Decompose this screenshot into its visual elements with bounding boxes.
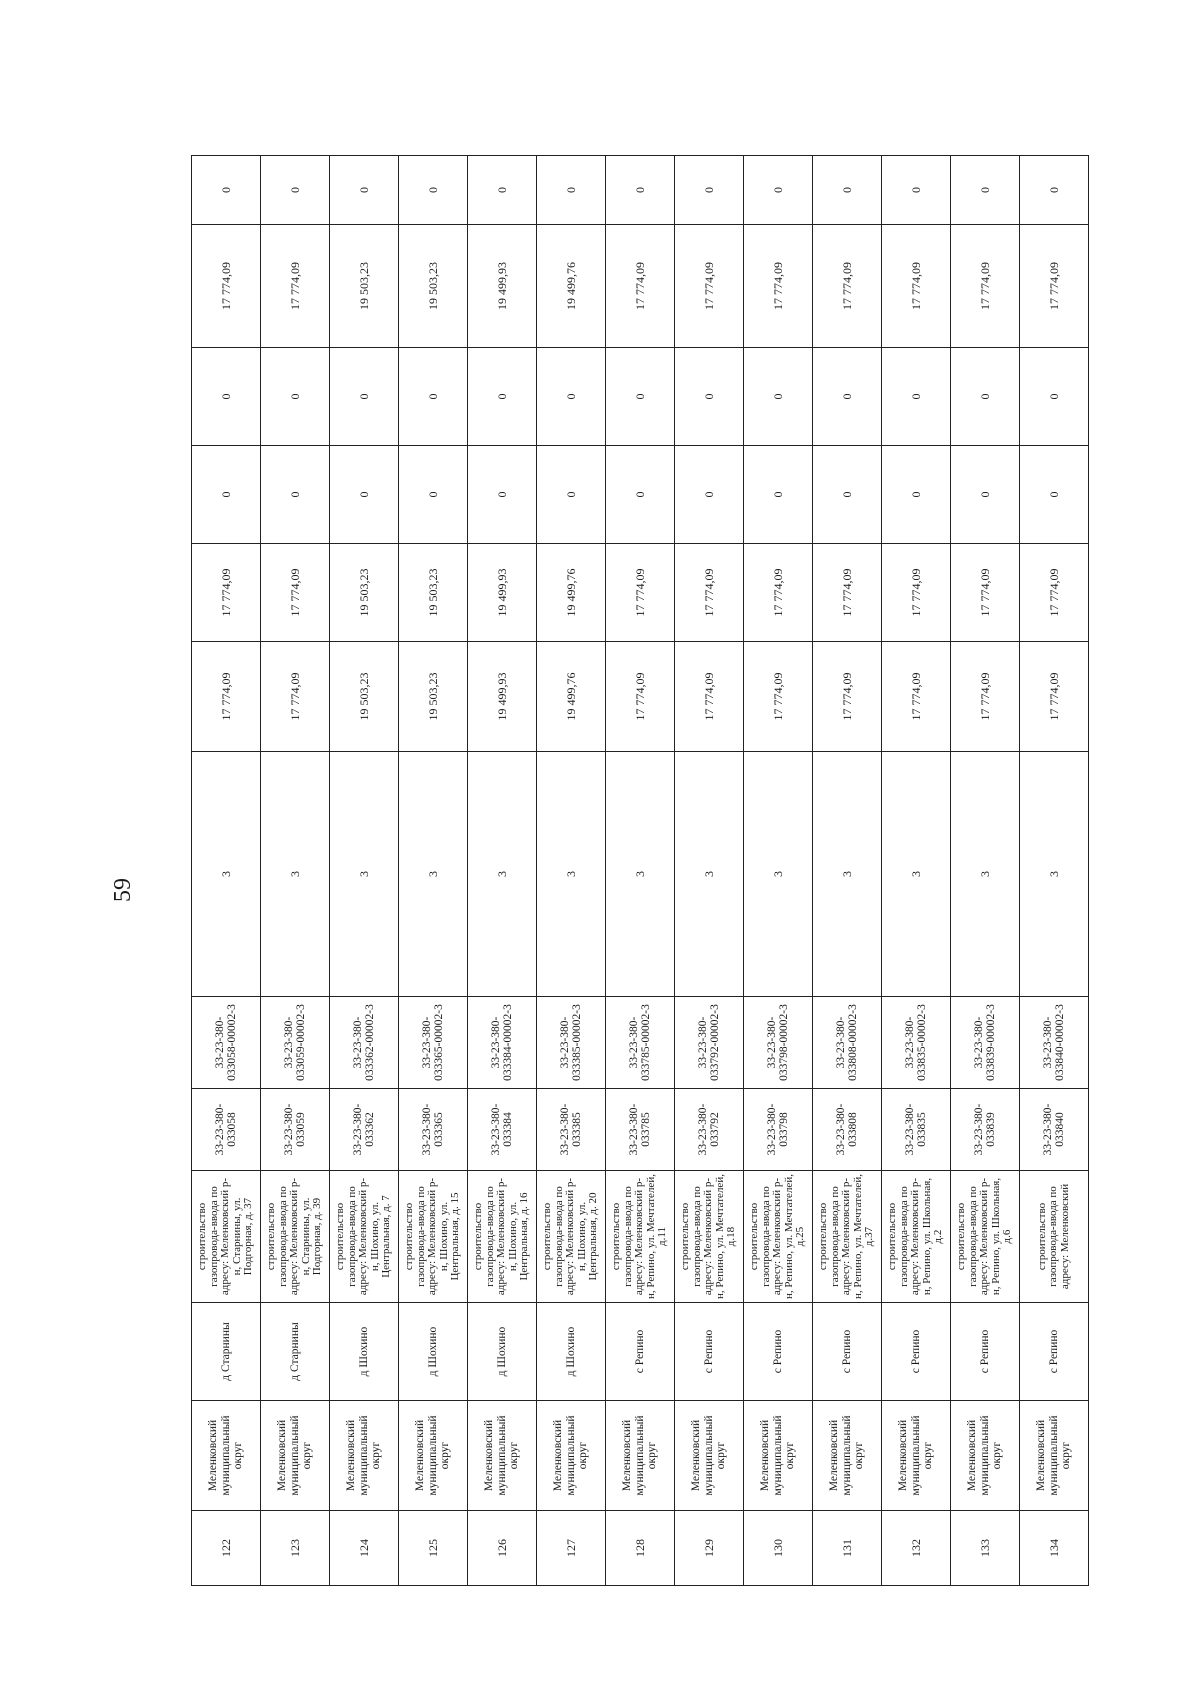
amount-total-cell: 17 774,09 xyxy=(951,642,1020,752)
table-row xyxy=(261,156,330,1586)
row-number-cell: 128 xyxy=(606,1511,675,1586)
quantity-cell: 3 xyxy=(951,752,1020,997)
row-number-cell: 132 xyxy=(882,1511,951,1586)
amount-zero-c-cell: 0 xyxy=(399,156,468,225)
amount-plan-cell: 17 774,09 xyxy=(261,544,330,642)
object-code-cell: 33-23-380-033792-00002-3 xyxy=(675,997,744,1089)
row-number-cell: 126 xyxy=(468,1511,537,1586)
work-description-cell: строительство газопровода-ввода по адресу: Меленковский р-н, Репино, ул. Мечтателей, д.25 xyxy=(744,1171,813,1303)
amount-plan-cell: 19 499,93 xyxy=(468,544,537,642)
amount-zero-c-cell: 0 xyxy=(951,156,1020,225)
cadastral-code-cell: 33-23-380-033808 xyxy=(813,1089,882,1171)
amount-total-cell: 19 499,93 xyxy=(468,642,537,752)
quantity-cell: 3 xyxy=(468,752,537,997)
district-cell: Меленковский муниципальный округ xyxy=(261,1401,330,1511)
work-description-cell: строительство газопровода-ввода по адресу: Меленковский р-н, Репино, ул. Мечтателей, д.18 xyxy=(675,1171,744,1303)
amount-plan-cell: 17 774,09 xyxy=(744,544,813,642)
object-code-cell: 33-23-380-033839-00002-3 xyxy=(951,997,1020,1089)
amount-zero-c-cell: 0 xyxy=(813,156,882,225)
amount-final-cell: 17 774,09 xyxy=(675,225,744,348)
amount-total-cell: 17 774,09 xyxy=(192,642,261,752)
object-code-cell: 33-23-380-033384-00002-3 xyxy=(468,997,537,1089)
settlement-cell: с Репино xyxy=(1020,1303,1089,1401)
work-description-cell: строительство газопровода-ввода по адресу: Меленковский р-н, Репино, ул. Мечтателей, д.37 xyxy=(813,1171,882,1303)
settlement-cell: с Репино xyxy=(813,1303,882,1401)
amount-final-cell: 19 499,76 xyxy=(537,225,606,348)
amount-zero-c-cell: 0 xyxy=(192,156,261,225)
table-row xyxy=(399,156,468,1586)
settlement-cell: с Репино xyxy=(744,1303,813,1401)
row-number-cell: 131 xyxy=(813,1511,882,1586)
amount-final-cell: 17 774,09 xyxy=(606,225,675,348)
amount-zero-c-cell: 0 xyxy=(468,156,537,225)
row-number-cell: 133 xyxy=(951,1511,1020,1586)
quantity-cell: 3 xyxy=(330,752,399,997)
cadastral-code-cell: 33-23-380-033835 xyxy=(882,1089,951,1171)
table-row xyxy=(468,156,537,1586)
amount-zero-a-cell: 0 xyxy=(882,446,951,544)
amount-zero-b-cell: 0 xyxy=(399,348,468,446)
cadastral-code-cell: 33-23-380-033785 xyxy=(606,1089,675,1171)
cadastral-code-cell: 33-23-380-033792 xyxy=(675,1089,744,1171)
work-description-cell: строительство газопровода-ввода по адресу: Меленковский р-н, Шохино, ул. Центральная, д. 20 xyxy=(537,1171,606,1303)
amount-zero-a-cell: 0 xyxy=(330,446,399,544)
settlement-cell: д Шохино xyxy=(399,1303,468,1401)
work-description-cell: строительство газопровода-ввода по адресу: Меленковский р-н, Старнины, ул. Подгорная, д. 39 xyxy=(261,1171,330,1303)
table-row xyxy=(675,156,744,1586)
table-row xyxy=(744,156,813,1586)
object-code-cell: 33-23-380-033808-00002-3 xyxy=(813,997,882,1089)
quantity-cell: 3 xyxy=(744,752,813,997)
amount-zero-b-cell: 0 xyxy=(882,348,951,446)
district-cell: Меленковский муниципальный округ xyxy=(330,1401,399,1511)
district-cell: Меленковский муниципальный округ xyxy=(399,1401,468,1511)
object-code-cell: 33-23-380-033835-00002-3 xyxy=(882,997,951,1089)
amount-zero-a-cell: 0 xyxy=(813,446,882,544)
district-cell: Меленковский муниципальный округ xyxy=(882,1401,951,1511)
quantity-cell: 3 xyxy=(813,752,882,997)
amount-zero-a-cell: 0 xyxy=(675,446,744,544)
quantity-cell: 3 xyxy=(882,752,951,997)
amount-plan-cell: 17 774,09 xyxy=(606,544,675,642)
district-cell: Меленковский муниципальный округ xyxy=(951,1401,1020,1511)
quantity-cell: 3 xyxy=(606,752,675,997)
amount-final-cell: 17 774,09 xyxy=(882,225,951,348)
amount-zero-b-cell: 0 xyxy=(468,348,537,446)
amount-zero-b-cell: 0 xyxy=(951,348,1020,446)
page-number: 59 xyxy=(110,878,136,902)
amount-total-cell: 17 774,09 xyxy=(261,642,330,752)
amount-total-cell: 17 774,09 xyxy=(675,642,744,752)
district-cell: Меленковский муниципальный округ xyxy=(813,1401,882,1511)
cadastral-code-cell: 33-23-380-033058 xyxy=(192,1089,261,1171)
amount-plan-cell: 17 774,09 xyxy=(882,544,951,642)
amount-zero-c-cell: 0 xyxy=(744,156,813,225)
row-number-cell: 134 xyxy=(1020,1511,1089,1586)
amount-plan-cell: 17 774,09 xyxy=(192,544,261,642)
district-cell: Меленковский муниципальный округ xyxy=(1020,1401,1089,1511)
work-description-cell: строительство газопровода-ввода по адресу: Меленковский р-н, Старнины, ул. Подгорная, д. 37 xyxy=(192,1171,261,1303)
settlement-cell: с Репино xyxy=(606,1303,675,1401)
cadastral-code-cell: 33-23-380-033839 xyxy=(951,1089,1020,1171)
registry-table xyxy=(191,155,1089,1586)
cadastral-code-cell: 33-23-380-033365 xyxy=(399,1089,468,1171)
work-description-cell: строительство газопровода-ввода по адресу: Меленковский р-н, Шохино, ул. Центральная, д. 15 xyxy=(399,1171,468,1303)
settlement-cell: д Шохино xyxy=(537,1303,606,1401)
table-row xyxy=(330,156,399,1586)
table-row xyxy=(813,156,882,1586)
work-description-cell: строительство газопровода-ввода по адресу: Меленковский xyxy=(1020,1171,1089,1303)
quantity-cell: 3 xyxy=(537,752,606,997)
amount-total-cell: 17 774,09 xyxy=(882,642,951,752)
table-body xyxy=(192,156,1089,1586)
amount-zero-b-cell: 0 xyxy=(330,348,399,446)
amount-final-cell: 17 774,09 xyxy=(192,225,261,348)
quantity-cell: 3 xyxy=(399,752,468,997)
amount-total-cell: 17 774,09 xyxy=(606,642,675,752)
object-code-cell: 33-23-380-033840-00002-3 xyxy=(1020,997,1089,1089)
row-number-cell: 129 xyxy=(675,1511,744,1586)
amount-final-cell: 19 503,23 xyxy=(330,225,399,348)
amount-zero-a-cell: 0 xyxy=(468,446,537,544)
table-row xyxy=(192,156,261,1586)
amount-plan-cell: 17 774,09 xyxy=(951,544,1020,642)
table-row xyxy=(606,156,675,1586)
amount-total-cell: 19 503,23 xyxy=(399,642,468,752)
work-description-cell: строительство газопровода-ввода по адресу: Меленковский р-н, Репино, ул. Мечтателей, д.11 xyxy=(606,1171,675,1303)
table-row xyxy=(882,156,951,1586)
table-row xyxy=(1020,156,1089,1586)
cadastral-code-cell: 33-23-380-033798 xyxy=(744,1089,813,1171)
amount-zero-b-cell: 0 xyxy=(675,348,744,446)
district-cell: Меленковский муниципальный округ xyxy=(606,1401,675,1511)
amount-zero-c-cell: 0 xyxy=(675,156,744,225)
table-row xyxy=(951,156,1020,1586)
amount-plan-cell: 19 503,23 xyxy=(399,544,468,642)
table-container xyxy=(191,156,1089,1586)
quantity-cell: 3 xyxy=(1020,752,1089,997)
amount-final-cell: 17 774,09 xyxy=(744,225,813,348)
cadastral-code-cell: 33-23-380-033840 xyxy=(1020,1089,1089,1171)
cadastral-code-cell: 33-23-380-033059 xyxy=(261,1089,330,1171)
district-cell: Меленковский муниципальный округ xyxy=(675,1401,744,1511)
settlement-cell: д Шохино xyxy=(468,1303,537,1401)
row-number-cell: 122 xyxy=(192,1511,261,1586)
amount-zero-b-cell: 0 xyxy=(606,348,675,446)
amount-plan-cell: 19 503,23 xyxy=(330,544,399,642)
amount-zero-a-cell: 0 xyxy=(606,446,675,544)
table-row xyxy=(537,156,606,1586)
object-code-cell: 33-23-380-033362-00002-3 xyxy=(330,997,399,1089)
object-code-cell: 33-23-380-033365-00002-3 xyxy=(399,997,468,1089)
cadastral-code-cell: 33-23-380-033384 xyxy=(468,1089,537,1171)
amount-total-cell: 19 499,76 xyxy=(537,642,606,752)
quantity-cell: 3 xyxy=(261,752,330,997)
object-code-cell: 33-23-380-033798-00002-3 xyxy=(744,997,813,1089)
settlement-cell: д Старнины xyxy=(261,1303,330,1401)
district-cell: Меленковский муниципальный округ xyxy=(192,1401,261,1511)
district-cell: Меленковский муниципальный округ xyxy=(468,1401,537,1511)
work-description-cell: строительство газопровода-ввода по адресу: Меленковский р-н, Шохино, ул. Центральная, д. 7 xyxy=(330,1171,399,1303)
amount-zero-a-cell: 0 xyxy=(192,446,261,544)
amount-zero-a-cell: 0 xyxy=(1020,446,1089,544)
amount-total-cell: 17 774,09 xyxy=(1020,642,1089,752)
amount-zero-a-cell: 0 xyxy=(261,446,330,544)
work-description-cell: строительство газопровода-ввода по адресу: Меленковский р-н, Шохино, ул. Центральная, д. 16 xyxy=(468,1171,537,1303)
settlement-cell: с Репино xyxy=(675,1303,744,1401)
amount-total-cell: 17 774,09 xyxy=(813,642,882,752)
row-number-cell: 123 xyxy=(261,1511,330,1586)
amount-zero-b-cell: 0 xyxy=(744,348,813,446)
amount-final-cell: 19 503,23 xyxy=(399,225,468,348)
amount-final-cell: 17 774,09 xyxy=(951,225,1020,348)
work-description-cell: строительство газопровода-ввода по адресу: Меленковский р-н, Репино, ул. Школьная, д.2 xyxy=(882,1171,951,1303)
amount-zero-b-cell: 0 xyxy=(261,348,330,446)
amount-total-cell: 19 503,23 xyxy=(330,642,399,752)
row-number-cell: 130 xyxy=(744,1511,813,1586)
amount-zero-c-cell: 0 xyxy=(261,156,330,225)
amount-plan-cell: 17 774,09 xyxy=(675,544,744,642)
settlement-cell: д Шохино xyxy=(330,1303,399,1401)
amount-zero-b-cell: 0 xyxy=(1020,348,1089,446)
amount-final-cell: 17 774,09 xyxy=(813,225,882,348)
amount-zero-c-cell: 0 xyxy=(606,156,675,225)
settlement-cell: д Старнины xyxy=(192,1303,261,1401)
row-number-cell: 124 xyxy=(330,1511,399,1586)
quantity-cell: 3 xyxy=(675,752,744,997)
amount-final-cell: 17 774,09 xyxy=(261,225,330,348)
settlement-cell: с Репино xyxy=(882,1303,951,1401)
amount-total-cell: 17 774,09 xyxy=(744,642,813,752)
amount-zero-c-cell: 0 xyxy=(882,156,951,225)
object-code-cell: 33-23-380-033385-00002-3 xyxy=(537,997,606,1089)
amount-final-cell: 17 774,09 xyxy=(1020,225,1089,348)
amount-zero-a-cell: 0 xyxy=(744,446,813,544)
amount-zero-c-cell: 0 xyxy=(330,156,399,225)
row-number-cell: 125 xyxy=(399,1511,468,1586)
amount-zero-c-cell: 0 xyxy=(537,156,606,225)
amount-plan-cell: 19 499,76 xyxy=(537,544,606,642)
amount-zero-a-cell: 0 xyxy=(951,446,1020,544)
amount-plan-cell: 17 774,09 xyxy=(1020,544,1089,642)
amount-zero-b-cell: 0 xyxy=(192,348,261,446)
work-description-cell: строительство газопровода-ввода по адресу: Меленковский р-н, Репино, ул. Школьная, д.6 xyxy=(951,1171,1020,1303)
district-cell: Меленковский муниципальный округ xyxy=(744,1401,813,1511)
object-code-cell: 33-23-380-033785-00002-3 xyxy=(606,997,675,1089)
row-number-cell: 127 xyxy=(537,1511,606,1586)
amount-plan-cell: 17 774,09 xyxy=(813,544,882,642)
amount-zero-c-cell: 0 xyxy=(1020,156,1089,225)
cadastral-code-cell: 33-23-380-033385 xyxy=(537,1089,606,1171)
quantity-cell: 3 xyxy=(192,752,261,997)
amount-zero-a-cell: 0 xyxy=(537,446,606,544)
district-cell: Меленковский муниципальный округ xyxy=(537,1401,606,1511)
cadastral-code-cell: 33-23-380-033362 xyxy=(330,1089,399,1171)
object-code-cell: 33-23-380-033058-00002-3 xyxy=(192,997,261,1089)
amount-zero-b-cell: 0 xyxy=(813,348,882,446)
settlement-cell: с Репино xyxy=(951,1303,1020,1401)
amount-zero-b-cell: 0 xyxy=(537,348,606,446)
amount-final-cell: 19 499,93 xyxy=(468,225,537,348)
object-code-cell: 33-23-380-033059-00002-3 xyxy=(261,997,330,1089)
amount-zero-a-cell: 0 xyxy=(399,446,468,544)
